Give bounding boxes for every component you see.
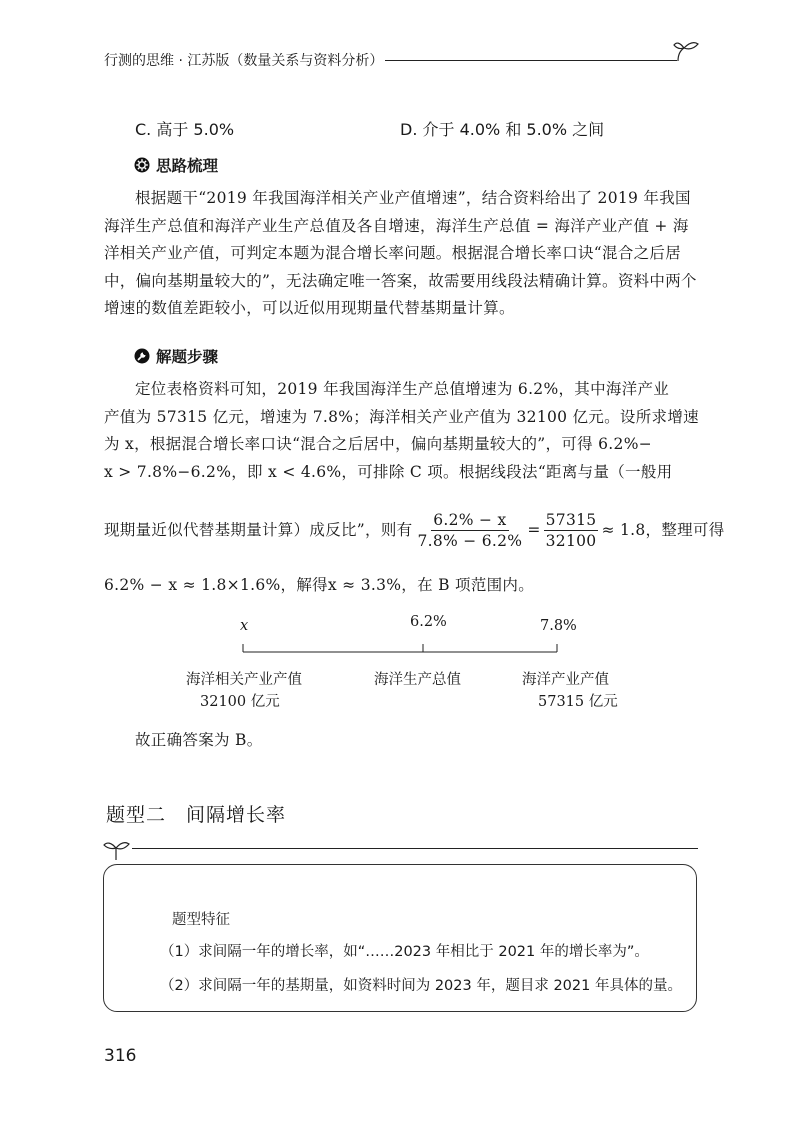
formula-suffix: ≈ 1.8，整理可得 (601, 520, 725, 539)
solution-line: 为 x，根据混合增长率口诀“混合之后居中，偏向基期量较大的”，可得 6.2%− (104, 435, 653, 453)
solution-line: 定位表格资料可知，2019 年我国海洋生产总值增速为 6.2%，其中海洋产业 (135, 380, 670, 398)
thinking-line: 增速的数值差距较小，可以近似用现期量代替基期量计算。 (104, 299, 515, 317)
feature-item: （2）求间隔一年的基期量，如资料时间为 2023 年，题目求 2021 年具体的量。 (160, 978, 682, 994)
feature-item: （1）求间隔一年的增长率，如“……2023 年相比于 2021 年的增长率为”。 (160, 944, 649, 960)
thinking-line: 中，偏向基期量较大的”，无法确定唯一答案，故需要用线段法精确计算。资料中两个 (104, 271, 697, 290)
equals-sign: = (527, 520, 541, 539)
solution-line: 产值为 57315 亿元，增速为 7.8%；海洋相关产业产值为 32100 亿元。设所求增速 (104, 407, 699, 426)
formula-prefix: 现期量近似代替基期量计算）成反比”，则有 (104, 520, 413, 539)
section-solution-title: 解题步骤 (156, 348, 219, 366)
segment-right-name: 海洋产业产值 (522, 672, 609, 688)
section-thinking-heading (134, 154, 218, 176)
section-solution-heading (134, 345, 218, 367)
sprout-icon (672, 38, 702, 64)
header-rule (385, 60, 677, 61)
option-c: C. 高于 5.0% (135, 120, 235, 139)
feature-box-title: 题型特征 (172, 912, 230, 928)
segment-label-mid-rate: 6.2% (410, 614, 447, 630)
sprout-icon (102, 836, 132, 862)
thinking-line: 洋相关产业产值，可判定本题为混合增长率问题。根据混合增长率口诀“混合之后居 (104, 244, 682, 262)
fraction-quantity (544, 510, 599, 551)
segment-label-right-rate: 7.8% (540, 618, 577, 634)
fraction-distance-numerator: 6.2% − x (433, 511, 507, 529)
running-header: 行测的思维 · 江苏版（数量关系与资料分析） (104, 53, 384, 69)
fraction-distance (415, 510, 524, 551)
thinking-line: 根据题干“2019 年我国海洋相关产业产值增速”，结合资料给出了 2019 年我国 (135, 189, 691, 207)
segment-diagram (160, 612, 640, 712)
segment-right-value: 57315 亿元 (538, 694, 618, 710)
wrench-icon (134, 348, 150, 364)
result-line: 6.2% − x ≈ 1.8×1.6%，解得x ≈ 3.3%，在 B 项范围内。 (104, 576, 535, 594)
segment-label-x: x (240, 618, 249, 634)
fraction-quantity-numerator: 57315 (545, 511, 597, 529)
option-d: D. 介于 4.0% 和 5.0% 之间 (400, 120, 605, 139)
section-thinking-title: 思路梳理 (156, 157, 219, 175)
box-top-rule (132, 848, 698, 849)
gear-icon (134, 157, 150, 173)
page-number: 316 (104, 1046, 137, 1066)
conclusion: 故正确答案为 B。 (135, 731, 263, 749)
fraction-distance-denominator: 7.8% − 6.2% (417, 532, 523, 550)
fraction-quantity-denominator: 32100 (545, 532, 597, 550)
segment-left-name: 海洋相关产业产值 (186, 672, 302, 688)
segment-mid-name: 海洋生产总值 (374, 672, 461, 688)
formula-line (104, 510, 725, 551)
type-two-title: 题型二 间隔增长率 (106, 804, 287, 826)
solution-line: x > 7.8%−6.2%，即 x < 4.6%，可排除 C 项。根据线段法“距离与量（一般用 (104, 462, 673, 481)
thinking-line: 海洋生产总值和海洋产业生产总值及各自增速，海洋生产总值 = 海洋产业产值 + 海 (104, 216, 689, 235)
segment-left-value: 32100 亿元 (200, 694, 280, 710)
segment-line (160, 612, 640, 662)
solution-paragraph (104, 376, 700, 486)
thinking-paragraph (104, 185, 700, 323)
